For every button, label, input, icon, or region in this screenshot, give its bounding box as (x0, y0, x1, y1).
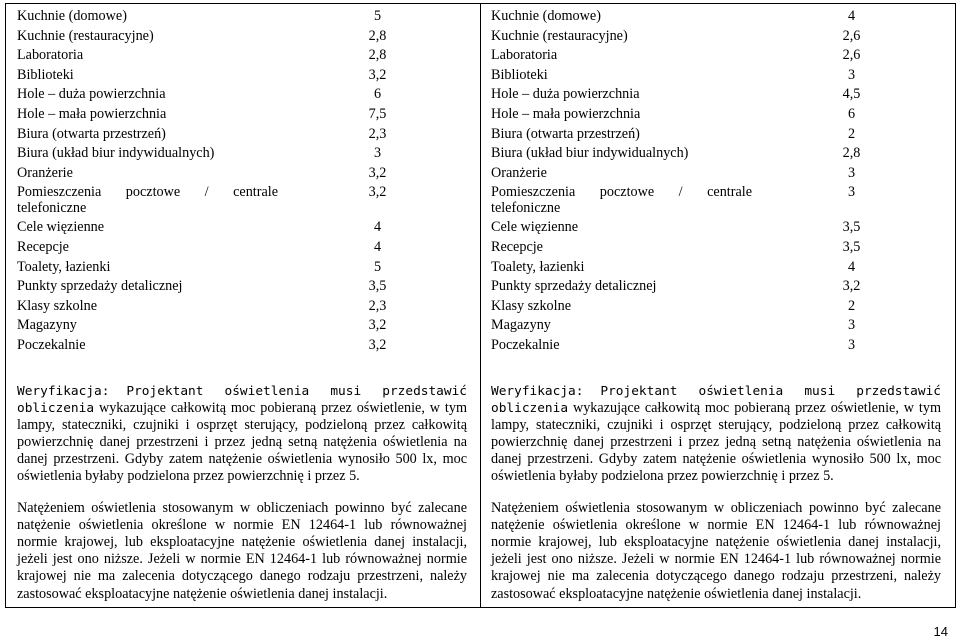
space-value: 3,2 (368, 164, 387, 181)
table-row (12, 165, 472, 185)
table-row (12, 126, 472, 146)
space-type: Biura (otwarta przestrzeń) (17, 125, 166, 142)
space-type: Poczekalnie (491, 336, 560, 353)
space-type: Biura (układ biur indywidualnych) (17, 145, 215, 162)
space-value: 4,5 (842, 86, 861, 103)
table-row (486, 28, 946, 48)
table-row (12, 298, 472, 318)
table-row (486, 184, 946, 219)
space-type: Kuchnie (domowe) (17, 8, 127, 24)
verification-text: wykazujące całkowitą moc pobieraną przez oświetlenie, w tym lampy, stateczniki, czujniki i osprzęt sterujący, podzieloną przez całkowitą powierzchnię danej przestrzeni i przez jedną setną natężenia oświetlenia na danej przestrzeni. Gdyby zatem natężenie oświetlenia wynosiło 500 lx, moc oświetlenia byłaby podzielona przez powierzchnię i przez 5. (491, 399, 942, 484)
space-type: Magazyny (491, 317, 551, 334)
space-type: Recepcje (17, 238, 69, 255)
table-row (12, 106, 472, 126)
space-value: 2,8 (368, 47, 387, 64)
table-row (12, 8, 472, 28)
space-type: Poczekalnie (17, 336, 86, 353)
space-type: Oranżerie (17, 164, 73, 181)
table-row (12, 28, 472, 48)
space-type: Cele więzienne (491, 219, 579, 236)
space-value: 3 (373, 145, 382, 162)
space-type: Biura (otwarta przestrzeń) (491, 125, 640, 142)
space-value: 3,2 (842, 278, 861, 295)
space-type: Kuchnie (domowe) (491, 8, 601, 24)
space-type-text: Pomieszczenia pocztowe / centrale telefoniczne (17, 184, 279, 217)
space-value: 6 (847, 105, 856, 122)
space-value: 4 (373, 238, 382, 255)
space-value: 2,3 (368, 125, 387, 142)
space-value: 3,5 (842, 238, 861, 255)
space-value: 3 (847, 336, 856, 353)
illuminance-paragraph: Natężeniem oświetlenia stosowanym w obliczeniach powinno być zalecane natężenie oświetlenia określone w normie EN 12464-1 lub równoważnej normie krajowej, lub eksploatacyjne natężenie oświetlenia danej instalacji, jeżeli jest ono niższe. Jeżeli w normie EN 12464-1 lub równoważnej normie krajowej nie ma zalecenia dotyczącego danego rodzaju przestrzeni, należy zastosować eksploatacyjne natężenie oświetlenia danej instalacji. (17, 500, 467, 602)
table-row (12, 219, 472, 239)
verification-mono-text: Projektant oświetlenia musi przedstawić obliczenia (17, 383, 467, 416)
table-row (486, 126, 946, 146)
right-values-table (486, 8, 946, 357)
space-type (12, 184, 278, 219)
space-value: 3 (847, 164, 856, 181)
space-type-text: Pomieszczenia pocztowe / centrale telefoniczne (491, 184, 753, 217)
table-row (12, 317, 472, 337)
space-value: 3,2 (368, 336, 387, 353)
space-value: 3 (847, 317, 856, 334)
verification-paragraph (12, 383, 474, 486)
table-row (12, 86, 472, 106)
space-type: Hole – mała powierzchnia (491, 105, 641, 122)
verification-text: wykazujące całkowitą moc pobieraną przez oświetlenie, w tym lampy, stateczniki, czujniki i osprzęt sterujący, podzieloną przez całkowitą powierzchnię danej przestrzeni i przez jedną setną natężenia oświetlenia na danej przestrzeni. Gdyby zatem natężenie oświetlenia wynosiło 500 lx, moc oświetlenia byłaby podzielona przez powierzchnię i przez 5. (17, 399, 468, 484)
space-type: Kuchnie (restauracyjne) (17, 27, 154, 44)
table-row (12, 259, 472, 279)
document-frame (5, 3, 956, 608)
space-value: 2 (847, 125, 856, 142)
space-value: 3,2 (368, 317, 387, 334)
space-type: Oranżerie (491, 164, 547, 181)
space-type: Punkty sprzedaży detalicznej (17, 278, 183, 295)
space-type: Punkty sprzedaży detalicznej (491, 278, 657, 295)
table-row (486, 298, 946, 318)
space-value: 2,6 (842, 47, 861, 64)
space-type: Recepcje (491, 238, 543, 255)
space-type: Laboratoria (17, 47, 84, 64)
space-value: 4 (847, 8, 856, 24)
verification-label: Weryfikacja: (17, 383, 110, 399)
table-row (12, 184, 472, 219)
right-column (486, 8, 948, 603)
space-value: 2,8 (842, 145, 861, 162)
space-type: Toalety, łazienki (491, 258, 585, 275)
space-value: 2,3 (368, 297, 387, 314)
space-value: 7,5 (368, 105, 387, 122)
space-type: Hole – duża powierzchnia (17, 86, 166, 103)
space-value: 2,8 (368, 27, 387, 44)
column-divider (480, 4, 481, 607)
table-row (12, 145, 472, 165)
space-type: Biblioteki (17, 66, 74, 83)
table-row (12, 47, 472, 67)
space-type: Hole – duża powierzchnia (491, 86, 640, 103)
space-type: Toalety, łazienki (17, 258, 111, 275)
space-value: 2,6 (842, 27, 861, 44)
space-type: Hole – mała powierzchnia (17, 105, 167, 122)
table-row (486, 165, 946, 185)
space-type (486, 184, 752, 219)
left-column (12, 8, 474, 603)
table-row (486, 145, 946, 165)
left-values-table (12, 8, 472, 357)
table-row (12, 337, 472, 357)
space-type: Laboratoria (491, 47, 558, 64)
space-value: 5 (373, 8, 382, 24)
verification-paragraph (486, 383, 948, 486)
table-row (12, 278, 472, 298)
space-type: Biura (układ biur indywidualnych) (491, 145, 689, 162)
space-type: Klasy szkolne (491, 297, 571, 314)
table-row (486, 106, 946, 126)
table-row (486, 86, 946, 106)
table-row (486, 259, 946, 279)
table-row (12, 67, 472, 87)
space-type: Klasy szkolne (17, 297, 97, 314)
verification-label: Weryfikacja: (491, 383, 584, 399)
illuminance-paragraph: Natężeniem oświetlenia stosowanym w obliczeniach powinno być zalecane natężenie oświetlenia określone w normie EN 12464-1 lub równoważnej normie krajowej, lub eksploatacyjne natężenie oświetlenia danej instalacji, jeżeli jest ono niższe. Jeżeli w normie EN 12464-1 lub równoważnej normie krajowej nie ma zalecenia dotyczącego danego rodzaju przestrzeni, należy zastosować eksploatacyjne natężenie oświetlenia danej instalacji. (491, 500, 941, 602)
table-row (486, 278, 946, 298)
space-value: 3,5 (842, 219, 861, 236)
space-value: 4 (373, 219, 382, 236)
space-value: 3,2 (368, 66, 387, 83)
space-value: 5 (373, 258, 382, 275)
space-value: 6 (373, 86, 382, 103)
space-type: Cele więzienne (17, 219, 105, 236)
table-row (486, 219, 946, 239)
space-value: 3 (847, 66, 856, 83)
table-row (486, 67, 946, 87)
space-type: Kuchnie (restauracyjne) (491, 27, 628, 44)
space-type: Magazyny (17, 317, 77, 334)
space-value: 4 (847, 258, 856, 275)
space-value: 3,2 (368, 184, 387, 201)
space-value: 3 (847, 184, 856, 201)
space-value: 2 (847, 297, 856, 314)
table-row (486, 239, 946, 259)
table-row (486, 47, 946, 67)
table-row (486, 337, 946, 357)
table-row (486, 8, 946, 28)
page-number: 14 (933, 624, 948, 639)
space-value: 3,5 (368, 278, 387, 295)
verification-mono-text: Projektant oświetlenia musi przedstawić obliczenia (491, 383, 941, 416)
table-row (486, 317, 946, 337)
space-type: Biblioteki (491, 66, 548, 83)
table-row (12, 239, 472, 259)
